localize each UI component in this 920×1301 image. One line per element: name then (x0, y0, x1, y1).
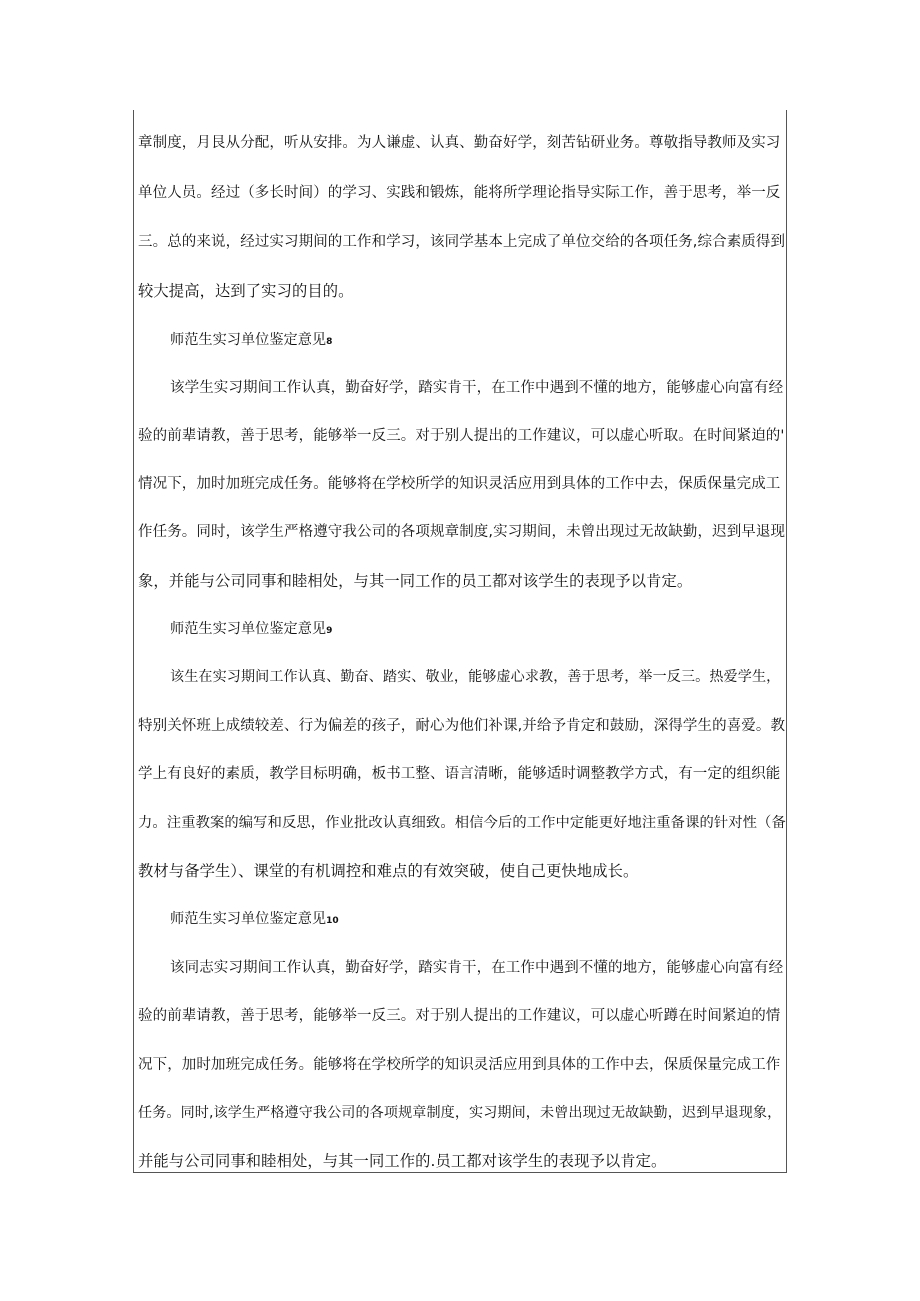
intro-line-1: 章制度，月艮从分配，听从安排。为人谦虚、认真、勤奋好学，刻苦钻研业务。尊敬指导教师及实习 (138, 135, 781, 151)
intro-line-2: 单位人员。经过（多长时间）的学习、实践和锻炼，能将所学理论指导实际工作，善于思考，举一反 (138, 185, 781, 201)
section-10-line-2: 验的前辈请教，善于思考，能够举一反三。对于别人提出的工作建议，可以虚心听蹲在时间紧迫的情 (138, 1008, 781, 1024)
section-10-line-3: 况下，加时加班完成任务。能够将在学校所学的知识灵活应用到具体的工作中去，保质保量完成工作 (138, 1057, 781, 1073)
section-9-line-5: 教材与备学生）、课堂的有机调控和难点的有效突破，使自己更快地成长。 (138, 862, 639, 880)
section-8-line-2: 验的前辈请教，善于思考，能够举一反三。对于别人提出的工作建议，可以虚心听取。在时间紧迫的' (138, 428, 785, 444)
section-heading-number: 9 (326, 626, 333, 636)
intro-line-4: 较大提高，达到了实习的目的。 (138, 282, 354, 300)
section-heading-title: 师范生实习单位鉴定意见 (170, 332, 327, 348)
section-8-line-4: 作任务。同时，该学生严格遵守我公司的各项规章制度,实习期间，未曾出现过无故缺勤，迟到早退现 (138, 524, 786, 540)
section-10-heading (170, 909, 339, 931)
section-10-line-4: 任务。同时,该学生严格遵守我公司的各项规章制度，实习期间，未曾出现过无故缺勤，迟到早退现象， (138, 1105, 782, 1121)
section-8-heading (170, 330, 332, 352)
section-10-line-1: 该同志实习期间工作认真，勤奋好学，踏实肯干，在工作中遇到不懂的地方，能够虚心向富有经 (170, 960, 784, 976)
section-9-line-2: 特别关怀班上成绩较差、行为偏差的孩子，耐心为他们补课,并给予肯定和鼓励，深得学生的喜爱。教 (138, 718, 786, 734)
section-9-line-4: 力。注重教案的编写和反思，作业批改认真细致。相信今后的工作中定能更好地注重备课的针对性（备 (138, 815, 786, 831)
section-heading-title: 师范生实习单位鉴定意见 (170, 621, 327, 637)
section-8-line-5: 象，并能与公司同事和睦相处，与其一同工作的员工都对该学生的表现予以肯定。 (138, 572, 693, 590)
section-9-heading (170, 619, 332, 641)
section-heading-title: 师范生实习单位鉴定意见 (170, 911, 327, 927)
section-heading-number: 8 (326, 337, 333, 347)
intro-line-3: 三。总的来说，经过实习期间的工作和学习，该同学基本上完成了单位交给的各项任务,综合素质得到 (138, 234, 786, 250)
section-9-line-3: 学上有良好的素质，教学目标明确，板书工整、语言清晰，能够适时调整教学方式，有一定的组织能 (138, 766, 781, 782)
section-8-line-1: 该学生实习期间工作认真，勤奋好学，踏实肯干，在工作中遇到不懂的地方，能够虚心向富有经 (170, 380, 784, 396)
section-10-line-5: 并能与公司同事和睦相处，与其一同工作的.员工都对该学生的表现予以肯定。 (138, 1152, 667, 1170)
section-heading-number: 10 (326, 916, 339, 926)
section-8-line-3: 情况下，加时加班完成任务。能够将在学校所学的知识灵活应用到具体的工作中去，保质保量完成工 (138, 476, 781, 492)
section-9-line-1: 该生在实习期间工作认真、勤奋、踏实、敬业，能够虚心求教，善于思考，举一反三。热爱学生， (170, 669, 781, 685)
